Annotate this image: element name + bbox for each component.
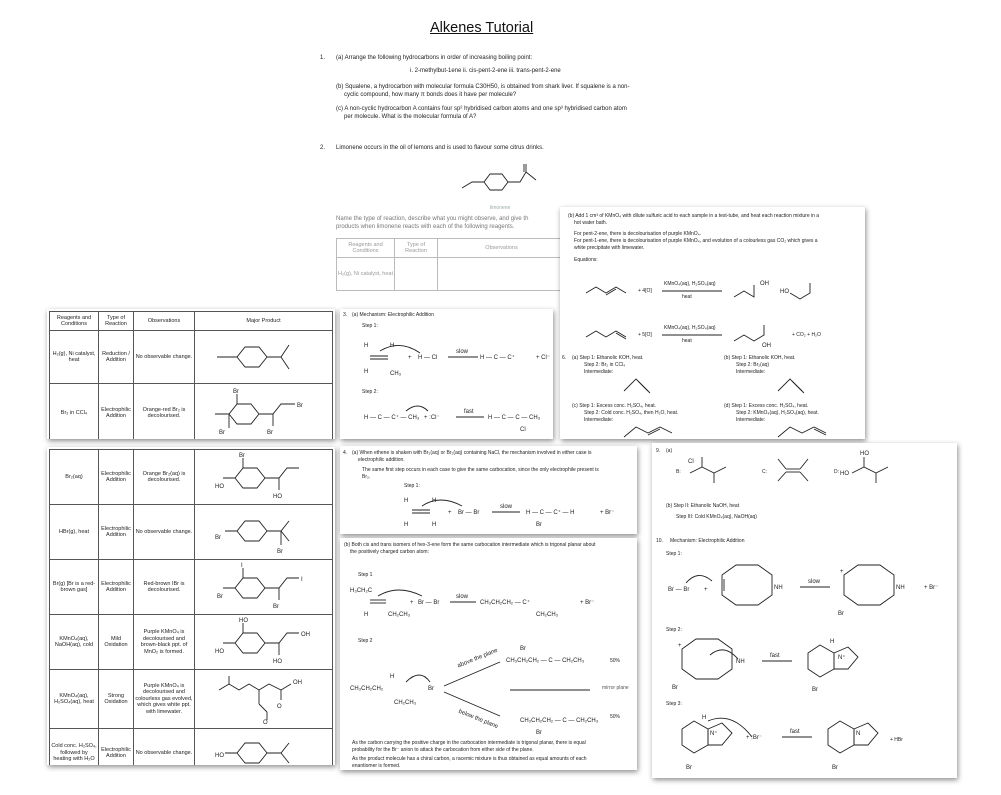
- reagent-cell: H₂(g), Ni catalyst, heat: [50, 331, 99, 384]
- q4-number: 4.: [343, 450, 348, 456]
- type-cell: Electrophilic Addition: [99, 505, 134, 560]
- svg-text:Cl: Cl: [688, 459, 694, 465]
- svg-text:HO: HO: [215, 753, 224, 759]
- q4a-scheme: [400, 490, 630, 530]
- q1c-text-2: per molecule. What is the molecular formula of A?: [344, 114, 477, 120]
- svg-text:CH₃CH₂CH₂ — C — CH₂CH₃: CH₃CH₂CH₂ — C — CH₂CH₃: [506, 658, 585, 664]
- q10-number: 10.: [656, 538, 663, 544]
- q4b-pct-2: 50%: [610, 714, 621, 720]
- svg-text:Br: Br: [273, 604, 279, 610]
- q5b-reagent-1: KMnO₄(aq), H₂SO₄(aq): [664, 281, 716, 287]
- svg-text:Br: Br: [832, 765, 838, 771]
- q5b-reagent-2: KMnO₄(aq), H₂SO₄(aq): [664, 325, 716, 331]
- q3-title: (a) Mechanism: Electrophilic Addition: [352, 312, 434, 318]
- answer-table-bottom: [49, 449, 333, 773]
- q4b-step2-scheme: [350, 638, 630, 738]
- q6d-intermediate: Intermediate:: [736, 417, 766, 423]
- svg-text:H — C — C⁺ — H: H — C — C⁺ — H: [526, 510, 575, 516]
- svg-text:Br — Br: Br — Br: [668, 587, 690, 593]
- q5b-heat-2: heat: [682, 338, 692, 344]
- limonene-label: limonene: [490, 205, 511, 211]
- svg-text:+ Cl⁻: + Cl⁻: [536, 355, 551, 361]
- svg-text:Br: Br: [233, 389, 239, 395]
- q4b-mirror: mirror plane: [602, 685, 629, 691]
- product-cell: [195, 450, 333, 505]
- bg-header-observations: Observations: [438, 239, 566, 258]
- bg-header-reagents: Reagents and Conditions: [337, 239, 395, 258]
- svg-text:+ Br⁻: + Br⁻: [600, 510, 615, 516]
- q10-step2: Step 2:: [666, 627, 682, 633]
- svg-text:+ :Cl⁻: + :Cl⁻: [424, 415, 440, 421]
- svg-text:Br: Br: [536, 730, 542, 736]
- q10-slow-label: slow: [808, 579, 821, 585]
- q3-step2-scheme: [360, 397, 550, 437]
- q6b-structure: [774, 371, 814, 395]
- svg-text:Br: Br: [838, 611, 844, 617]
- q4a-slow-label: slow: [500, 504, 513, 510]
- svg-text:H: H: [364, 343, 369, 349]
- observation-cell: Orange Br₂(aq) is decolourised.: [134, 450, 195, 505]
- q9a-label: (a): [666, 448, 673, 454]
- q6c-step1: (c) Step 1: Excess conc. H₂SO₄, heat.: [572, 403, 657, 409]
- bg-header-type: Type of Reaction: [395, 239, 438, 258]
- q6b-step1: (b) Step 1: Ethanolic KOH, heat.: [724, 355, 796, 361]
- q10-title: Mechanism: Electrophilic Addition: [670, 538, 745, 544]
- reagent-cell: KMnO₄(aq), NaOH(aq), cold: [50, 615, 99, 670]
- svg-text:H — C — C⁺: H — C — C⁺: [480, 355, 515, 361]
- svg-text:Br: Br: [686, 765, 692, 771]
- bg-row-reagent: H₂(g), Ni catalyst, heat: [337, 258, 395, 291]
- q5b-heat-1: heat: [682, 294, 692, 300]
- svg-text:OH: OH: [293, 680, 302, 686]
- q4b-below-label: below the plane: [457, 708, 499, 731]
- svg-text:Br: Br: [520, 646, 526, 652]
- table-row: [50, 450, 333, 505]
- q5b-pent1: For pent-1-ene, there is decolourisation of purple KMnO₄, and evolution of a colourless gas CO₂ which gives a: [574, 238, 818, 244]
- svg-text:+ Br⁻: + Br⁻: [580, 600, 595, 606]
- svg-text:+ Br⁻: + Br⁻: [924, 585, 939, 591]
- product-cell: [195, 615, 333, 670]
- q6a-step2: Step 2: Br₂ in CCl₄: [584, 362, 626, 368]
- svg-text:NH: NH: [896, 585, 905, 591]
- svg-text:Cl: Cl: [520, 427, 526, 433]
- table-row: [50, 505, 333, 560]
- q4a-text-2: electrophilic addition.: [358, 457, 405, 463]
- svg-text:H: H: [830, 639, 835, 645]
- table-sheet-top: [47, 309, 335, 439]
- header-type: Type of Reaction: [99, 312, 134, 331]
- reagent-cell: HBr(g), heat: [50, 505, 99, 560]
- svg-text:CH₃CH₂CH₂: CH₃CH₂CH₂: [350, 686, 384, 692]
- q1c-text: (c) A non-cyclic hydrocarbon A contains four sp² hybridised carbon atoms and one sp³ hybridised carbon atom: [336, 106, 627, 112]
- svg-text:Br: Br: [267, 430, 273, 436]
- q10-step2-scheme: [662, 633, 952, 695]
- observation-cell: Orange-red Br₂ is decolourised.: [134, 384, 195, 440]
- q4b-above-label: above the plane: [456, 647, 499, 670]
- q4b-slow-label: slow: [456, 594, 469, 600]
- svg-text:H — C — C⁺ — CH₃: H — C — C⁺ — CH₃: [364, 415, 420, 421]
- q6d-step1: (d) Step 1: Excess conc. H₂SO₄, heat.: [724, 403, 809, 409]
- q9-D-structure: [840, 447, 900, 485]
- type-cell: Mild Oxidation: [99, 615, 134, 670]
- svg-text:HO: HO: [215, 649, 224, 655]
- svg-text:Br: Br: [277, 549, 283, 555]
- q9-q10-sheet: [652, 443, 957, 778]
- svg-text:N⁺: N⁺: [838, 655, 846, 661]
- q9b-step3: Step III: Cold KMnO₄(aq), NaOH(aq): [676, 514, 757, 520]
- q4a-para-2: Br₂.: [362, 474, 371, 480]
- observation-cell: Red-brown IBr is decolourised.: [134, 560, 195, 615]
- svg-text:NH: NH: [774, 585, 783, 591]
- header-observations: Observations: [134, 312, 195, 331]
- svg-text:I: I: [241, 563, 243, 569]
- q5b-equations: Equations:: [574, 257, 598, 263]
- q10-step1: Step 1:: [666, 551, 682, 557]
- product-cell: [195, 384, 333, 440]
- svg-text:Br: Br: [239, 453, 245, 459]
- q3-slow-label: slow: [456, 349, 469, 355]
- q3-step1: Step 1:: [362, 323, 378, 329]
- svg-text:+: +: [704, 587, 708, 593]
- q5b-o5: + 5[O]: [638, 332, 652, 338]
- q4b-step1-scheme: [350, 580, 630, 622]
- q6a-step1: (a) Step 1: Ethanolic KOH, heat.: [572, 355, 644, 361]
- reagent-cell: Br₂ in CCl₄: [50, 384, 99, 440]
- svg-text:H: H: [702, 715, 707, 721]
- svg-text:H — Cl: H — Cl: [418, 355, 438, 361]
- q10-step1-scheme: [662, 559, 952, 619]
- svg-text:OH: OH: [301, 632, 310, 638]
- svg-text:+: +: [448, 510, 452, 516]
- q6b-intermediate: Intermediate:: [736, 369, 766, 375]
- q5b-text: (b) Add 1 cm³ of KMnO₄ with dilute sulfuric acid to each sample in a test-tube, and heat each reaction mixture in a: [568, 213, 820, 219]
- svg-text:CH₃CH₂CH₂ — C⁺: CH₃CH₂CH₂ — C⁺: [480, 600, 530, 606]
- q9b-step2: (b) Step II: Ethanolic NaOH, heat: [666, 503, 740, 509]
- svg-text:H: H: [432, 522, 437, 528]
- observation-cell: No observable change.: [134, 729, 195, 766]
- observation-cell: No observable change.: [134, 331, 195, 384]
- svg-text:OH: OH: [762, 343, 771, 349]
- svg-text:Br — Br: Br — Br: [458, 510, 480, 516]
- q10-step3: Step 3:: [666, 701, 682, 707]
- type-cell: Reduction / Addition: [99, 331, 134, 384]
- q4b-footnote-3: As the product molecule has a chiral carbon, a racemic mixture is thus obtained as equal amounts of each: [352, 756, 587, 762]
- q3-step1-scheme: [360, 331, 550, 381]
- q4b-pct-1: 50%: [610, 658, 621, 664]
- svg-text:N: N: [856, 731, 861, 737]
- svg-text:+: +: [840, 569, 844, 575]
- table-row: [50, 384, 333, 440]
- q2-number: 2.: [320, 145, 326, 151]
- q1a-text: (a) Arrange the following hydrocarbons in order of increasing boiling point:: [336, 55, 533, 61]
- q5b-pent2: For pent-2-ene, there is decolourisation of purple KMnO₄.: [574, 231, 702, 237]
- svg-text:Br: Br: [217, 594, 223, 600]
- q1-number: 1.: [320, 55, 326, 61]
- q4b-footnote-4: enantiomer is formed.: [352, 763, 401, 769]
- q5b-text-2: hot water bath.: [574, 220, 608, 226]
- background-table: [336, 238, 566, 291]
- q9-number: 9.: [656, 448, 661, 454]
- svg-text:H: H: [390, 674, 395, 680]
- q4b-step1: Step 1: [358, 572, 373, 578]
- table-sheet-bottom: [47, 447, 335, 773]
- type-cell: Electrophilic Addition: [99, 560, 134, 615]
- observation-cell: Purple KMnO₄ is decolourised and colourless gas evolved, which gives white ppt. with limewater.: [134, 670, 195, 729]
- q2-instructions: Name the type of reaction, describe what you might observe, and give th: [336, 216, 529, 222]
- q4b-sheet: [340, 538, 637, 770]
- product-structure-2: [211, 386, 331, 438]
- svg-text:HO: HO: [273, 659, 282, 665]
- svg-text:I: I: [301, 577, 303, 583]
- header-reagents: Reagents and Conditions: [50, 312, 99, 331]
- svg-text:Br: Br: [672, 685, 678, 691]
- type-cell: Electrophilic Addition: [99, 450, 134, 505]
- svg-text:H: H: [404, 498, 409, 504]
- q4a-sheet: [340, 446, 637, 534]
- svg-text:+: +: [408, 355, 412, 361]
- q5b-pent1-2: white precipitate with limewater.: [574, 245, 645, 251]
- q10-fast-label: fast: [770, 653, 780, 659]
- q6c-intermediate: Intermediate:: [584, 417, 614, 423]
- product-cell: [195, 560, 333, 615]
- table-row: [50, 615, 333, 670]
- svg-text:CH₂CH₃: CH₂CH₃: [536, 612, 559, 618]
- q1a-items: i. 2-methylbut-1ene ii. cis-pent-2-ene iii. trans-pent-2-ene: [410, 68, 561, 74]
- table-row: [50, 729, 333, 766]
- q4b-text: (b) Both cis and trans isomers of hex-3-ene form the same carbocation intermediate which is trigonal planar about: [344, 542, 596, 548]
- q6c-structure: [620, 419, 690, 439]
- q2-text: Limonene occurs in the oil of lemons and is used to flavour some citrus drinks.: [336, 145, 544, 151]
- q4b-step2: Step 2: [358, 638, 373, 644]
- svg-text:H: H: [364, 612, 369, 618]
- svg-text:H₃CH₂C: H₃CH₂C: [350, 588, 373, 594]
- svg-text:HO: HO: [215, 484, 224, 490]
- product-cell: [195, 729, 333, 773]
- page-title: Alkenes Tutorial: [430, 20, 534, 36]
- svg-text:OH: OH: [760, 281, 769, 287]
- svg-text:H: H: [390, 343, 395, 349]
- q5b-o4: + 4[O]: [638, 288, 652, 294]
- svg-text:O: O: [277, 704, 282, 710]
- reagent-cell: Cold conc. H₂SO₄, followed by heating with H₂O: [50, 729, 99, 766]
- q10-step3-fast-label: fast: [790, 729, 800, 735]
- svg-text:Br — Br: Br — Br: [418, 600, 440, 606]
- q6a-structure: [620, 371, 660, 395]
- product-structure-1: [215, 337, 325, 377]
- q6d-structure: [774, 419, 844, 439]
- q4b-footnote-1: As the carbon carrying the positive charge in the carbocation intermediate is trigonal planar, there is equal: [352, 740, 586, 746]
- reagent-cell: Br₂(aq): [50, 450, 99, 505]
- svg-text:NH: NH: [736, 659, 745, 665]
- q3-number: 3.: [343, 312, 348, 318]
- q5-q6-sheet: [560, 207, 865, 439]
- q3-step2: Step 2:: [362, 389, 378, 395]
- q1b-text: (b) Squalene, a hydrocarbon with molecular formula C30H50, is obtained from shark liver. If squalene is a non-: [336, 84, 630, 90]
- type-cell: Electrophilic Addition: [99, 729, 134, 766]
- svg-text:H: H: [404, 522, 409, 528]
- q5b-co2: + CO₂ + H₂O: [792, 332, 821, 338]
- svg-text:+: +: [678, 643, 682, 649]
- q6-number: 6.: [562, 355, 567, 361]
- svg-text:O: O: [263, 720, 268, 726]
- type-cell: Electrophilic Addition: [99, 384, 134, 440]
- q9-B-structure: [686, 453, 736, 487]
- svg-text:Br: Br: [812, 687, 818, 693]
- svg-text:+: +: [410, 600, 414, 606]
- q3-sheet: [340, 309, 553, 439]
- svg-text:+ :Br⁻: + :Br⁻: [746, 735, 763, 741]
- q10-hbr: + HBr: [890, 737, 903, 743]
- product-structure-3: [215, 452, 325, 502]
- svg-text:Br: Br: [297, 403, 303, 409]
- product-cell: [195, 505, 333, 560]
- svg-text:HO: HO: [840, 471, 849, 477]
- reagent-cell: Br(g) [Br is a red-brown gas]: [50, 560, 99, 615]
- type-cell: Strong Oxidation: [99, 670, 134, 729]
- svg-text:HO: HO: [239, 618, 248, 624]
- answer-table-top: [49, 311, 333, 439]
- svg-text:Br: Br: [428, 686, 434, 692]
- q4b-text-2: the positively charged carbon atom:: [350, 549, 429, 555]
- q9-D-label: D:: [834, 469, 839, 475]
- q9-C-structure: [772, 453, 822, 487]
- q6c-step2: Step 2: Cold conc. H₂SO₄, then H₂O, heat.: [584, 410, 679, 416]
- q4a-step1: Step 1:: [404, 483, 420, 489]
- svg-text:HO: HO: [860, 451, 869, 457]
- observation-cell: No observable change.: [134, 505, 195, 560]
- svg-text:CH₂CH₃: CH₂CH₃: [394, 700, 417, 706]
- q5b-equation-1: [584, 271, 854, 311]
- product-cell: [195, 331, 333, 384]
- q10-step3-scheme: [662, 707, 952, 773]
- q4a-para: The same first step occurs in each case to give the same carbocation, since the only electrophile present is: [362, 467, 599, 473]
- product-structure-7: [215, 672, 325, 724]
- header-product: Major Product: [195, 312, 333, 331]
- svg-text:H: H: [432, 498, 437, 504]
- svg-text:H: H: [364, 369, 369, 375]
- q6b-step2: Step 2: Br₂(aq): [736, 362, 770, 368]
- q9-C-label: C:: [762, 469, 767, 475]
- svg-text:CH₃CH₂CH₂ — C — CH₂CH₃: CH₃CH₂CH₂ — C — CH₂CH₃: [520, 718, 599, 724]
- svg-text:H — C — C — CH₃: H — C — C — CH₃: [488, 415, 541, 421]
- svg-text:Br: Br: [536, 522, 542, 528]
- svg-text:Br: Br: [219, 430, 225, 436]
- table-row: [50, 560, 333, 615]
- product-cell: [195, 670, 333, 729]
- q4b-footnote-2: probability for the Br⁻ anion to attack the carbocation from either side of the plane.: [352, 747, 534, 753]
- q2-instructions-2: products when limonene reacts with each of the following reagents.: [336, 224, 515, 230]
- q6a-intermediate: Intermediate:: [584, 369, 614, 375]
- q6d-step2: Step 2: KMnO₄(aq), H₂SO₄(aq), heat.: [736, 410, 819, 416]
- observation-cell: Purple KMnO₄ is decolourised and brown-black ppt. of MnO₂ is formed.: [134, 615, 195, 670]
- svg-text:HO: HO: [273, 494, 282, 500]
- svg-text:CH₂CH₃: CH₂CH₃: [388, 612, 411, 618]
- product-structure-6: [215, 617, 325, 667]
- reagent-cell: KMnO₄(aq), H₂SO₄(aq), heat: [50, 670, 99, 729]
- svg-text:N⁺: N⁺: [710, 731, 718, 737]
- table-row: [50, 670, 333, 729]
- product-structure-5: [215, 562, 325, 612]
- q9-B-label: B:: [676, 469, 681, 475]
- product-structure-4: [215, 509, 325, 555]
- svg-text:CH₃: CH₃: [390, 371, 402, 377]
- q4a-text: (a) When ethene is shaken with Br₂(aq) or Br₂(aq) containing NaCl, the mechanism involved in either case is: [352, 450, 592, 456]
- q3-fast-label: fast: [464, 409, 474, 415]
- limonene-structure: [460, 160, 550, 205]
- svg-text:HO: HO: [780, 289, 789, 295]
- svg-text:Br: Br: [215, 535, 221, 541]
- table-row: [50, 331, 333, 384]
- q1b-text-2: cyclic compound, how many π bonds does it have per molecule?: [344, 92, 517, 98]
- product-structure-8: HO OH: [215, 733, 325, 765]
